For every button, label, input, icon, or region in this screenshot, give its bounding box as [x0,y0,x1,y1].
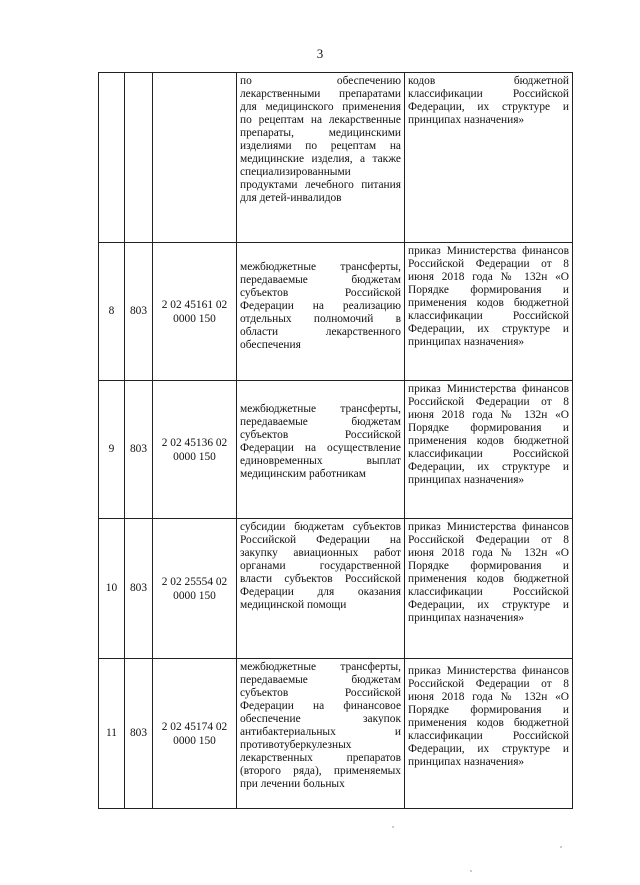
table-row [99,243,573,381]
row-number: 8 [99,243,125,381]
description-text: межбюджетные трансферты, передаваемые бюджетам субъектов Российской Федерации на осуществление единовременных выплат медицинским работникам [240,403,401,480]
row-number: 11 [99,659,125,809]
scan-speck [470,870,472,872]
legal-basis [405,243,573,381]
legal-basis [405,381,573,519]
description-text: межбюджетные трансферты, передаваемые бюджетам субъектов Российской Федерации на реализацию отдельных полномочий в области лекарственного обеспечения [240,261,401,351]
legal-basis [405,73,573,243]
page-number: 3 [316,46,324,61]
income-description [237,73,405,243]
income-description [237,243,405,381]
income-description [237,519,405,659]
kbk-code: 2 02 45136 02 0000 150 [153,381,237,519]
basis-text: приказ Министерства финансов Российской Федерации от 8 июня 2018 года № 132н «О Порядке формирования и применения кодов бюджетной классификации Российской Федерации, их структуре и принципах назначения» [408,521,569,624]
kbk-code [153,73,237,243]
row-number [99,73,125,243]
admin-code: 803 [125,243,153,381]
admin-code: 803 [125,381,153,519]
row-number: 9 [99,381,125,519]
table-row [99,659,573,809]
scan-speck [392,826,394,828]
description-text: по обеспечению лекарственными препаратами для медицинского применения по рецептам на лекарственные препараты, медицинскими изделиями по рецептам на медицинские изделия, а также специализированными продуктами лечебного питания для детей-инвалидов [240,75,401,204]
admin-code: 803 [125,659,153,809]
scan-speck [560,846,562,848]
table-row [99,381,573,519]
row-number: 10 [99,519,125,659]
budget-classification-table [98,72,573,809]
description-text: межбюджетные трансферты, передаваемые бюджетам субъектов Российской Федерации на финансовое обеспечение закупок антибактериальных и противотуберкулезных лекарственных препаратов (второго ряда), применяемых при лечении больных [240,661,401,790]
basis-text: приказ Министерства финансов Российской Федерации от 8 июня 2018 года № 132н «О Порядке формирования и применения кодов бюджетной классификации Российской Федерации, их структуре и принципах назначения» [408,665,569,768]
basis-text: приказ Министерства финансов Российской Федерации от 8 июня 2018 года № 132н «О Порядке формирования и применения кодов бюджетной классификации Российской Федерации, их структуре и принципах назначения» [408,383,569,486]
basis-text: приказ Министерства финансов Российской Федерации от 8 июня 2018 года № 132н «О Порядке формирования и применения кодов бюджетной классификации Российской Федерации, их структуре и принципах назначения» [408,245,569,348]
description-text: субсидии бюджетам субъектов Российской Федерации на закупку авиационных работ органами государственной власти субъектов Российской Федерации для оказания медицинской помощи [240,521,401,611]
table-row [99,519,573,659]
legal-basis [405,659,573,809]
kbk-code: 2 02 25554 02 0000 150 [153,519,237,659]
income-description [237,659,405,809]
admin-code: 803 [125,519,153,659]
legal-basis [405,519,573,659]
admin-code [125,73,153,243]
table-row [99,73,573,243]
kbk-code: 2 02 45174 02 0000 150 [153,659,237,809]
income-description [237,381,405,519]
kbk-code: 2 02 45161 02 0000 150 [153,243,237,381]
basis-text: кодов бюджетной классификации Российской Федерации, их структуре и принципах назначения» [408,75,569,126]
